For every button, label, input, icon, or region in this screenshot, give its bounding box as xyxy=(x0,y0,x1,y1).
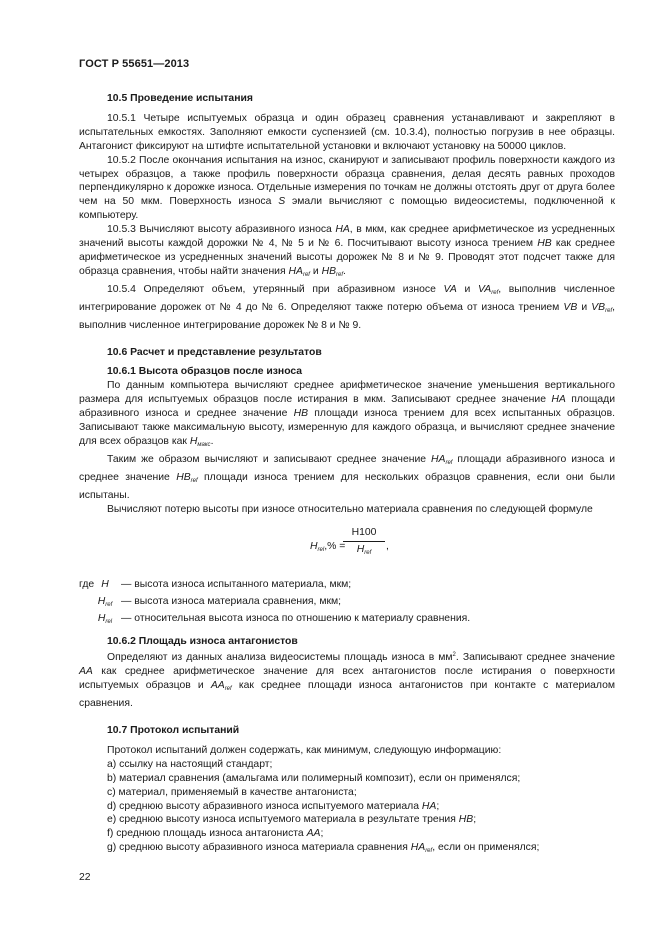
paragraph-10-6-2: Определяют из данных анализа видеосистемы площадь износа в $мм^2$. Записывают среднее значение AA как среднее арифметическое значение для всех антагонистов после истирания о поверхности испытуемых образцов и $AA_{ref}$ как среднее площади износа антагонистов при контакте с материалом сравнения. xyxy=(79,652,616,710)
section-10-6-title: 10.6 Расчет и представление результатов xyxy=(107,346,322,358)
formula-denominator: $H_{ref}$ xyxy=(356,544,372,557)
section-10-5-title: 10.5 Проведение испытания xyxy=(107,93,253,104)
document-body xyxy=(79,92,615,859)
protocol-item-a: а) ссылку на настоящий стандарт; xyxy=(107,758,273,770)
protocol-item-e: e) среднюю высоту износа испытуемого материала в результате трения HB; xyxy=(107,814,477,826)
subsection-10-6-1-title: 10.6.1 Высота образцов после износа xyxy=(107,366,303,378)
page-number: 22 xyxy=(79,872,91,883)
paragraph-10-5-3: 10.5.3 Вычисляют высоту абразивного износа HA, в мкм, как среднее арифметическое из усредненных значений высоты каждой дорожки № 4, № 5 и № 6. Посчитывают высоту износа трением HB как среднее арифметическое из усредненных значений высоты дорожек № 8 и № 9. Проводят этот подсчет также для образца сравнения, чтобы найти значения $HA_{ref}$ и $HB_{ref}$. xyxy=(79,224,616,278)
legend-row: где H — высота износа испытанного материала, мкм; xyxy=(79,579,352,591)
paragraph-10-6-1-a: По данным компьютера вычисляют среднее арифметическое значение уменьшения вертикального размера для испытуемых образцов после истирания в мкм. Записывают среднее значение HA площади абразивного износа и среднее значение HB площади износа трением для всех испытанных образцов. Записывают также максимальную высоту, измеренную для каждого образца, и вычисляют среднее значение для всех образцов как $H_{макс}$. xyxy=(79,380,616,448)
legend-row: $H_{rel}$ — относительная высота износа по отношению к материалу сравнения. xyxy=(97,613,471,626)
legend-row: $H_{ref}$ — высота износа материала сравнения, мкм; xyxy=(97,596,342,609)
protocol-intro: Протокол испытаний должен содержать, как минимум, следующую информацию: xyxy=(107,744,502,756)
protocol-item-c: c) материал, применяемый в качестве антагониста; xyxy=(107,786,357,798)
document-header: ГОСТ Р 55651—2013 xyxy=(79,58,190,70)
protocol-item-g: g) среднюю высоту абразивного износа материала сравнения $HA_{ref}$, если он применялся; xyxy=(107,842,540,855)
formula-legend xyxy=(79,578,615,629)
protocol-item-d: d) среднюю высоту абразивного износа испытуемого материала HA; xyxy=(107,800,440,812)
paragraph-10-6-1-c: Вычисляют потерю высоты при износе относительно материала сравнения по следующей формуле xyxy=(107,503,593,515)
paragraph-10-6-1-b: Таким же образом вычисляют и записывают среднее значение $HA_{ref}$ площади абразивного износа и среднее значение $HB_{ref}$ площади износа трением для нескольких образцов сравнения, если они были испытаны. xyxy=(79,453,616,501)
paragraph-10-5-4: 10.5.4 Определяют объем, утерянный при абразивном износе VA и $VA_{ref}$, выполнив численное интегрирование дорожек от № 4 до № 6. Определяют также потерю объема от износа трением VB и $VB_{ref}$, выполнив численное интегрирование дорожек № 8 и № 9. xyxy=(79,283,616,331)
protocol-item-f: f) среднюю площадь износа антагониста AA; xyxy=(107,828,324,840)
formula-numerator: H100 xyxy=(343,526,385,542)
formula-lhs: $H_{rel},\%$ = xyxy=(310,541,346,554)
formula-relative-height xyxy=(79,526,615,566)
protocol-item-b: b) материал сравнения (амальгама или полимерный композит), если он применялся; xyxy=(107,772,521,784)
paragraph-10-5-2: 10.5.2 После окончания испытания на износ, сканируют и записывают профиль поверхности каждого из четырех образцов, а также профиль поверхности образца сравнения, делая десять равных проходов перпендикулярно к дорожке износа. Отдельные измерения по точкам не должны отстоять друг от друга более чем на 50 мкм. Поверхность износа S эмали вычисляют с помощью видеосистемы, подключенной к компьютеру. xyxy=(79,154,615,222)
formula-fraction xyxy=(343,526,385,561)
formula-end: , xyxy=(386,541,389,553)
section-10-7-title: 10.7 Протокол испытаний xyxy=(107,725,240,736)
paragraph-10-5-1: 10.5.1 Четыре испытуемых образца и один образец сравнения устанавливают и закрепляют в испытательных емкостях. Заполняют емкости суспензией (см. 10.3.4), полностью погрузив в нее образцы. Антагонист фиксируют на штифте испытательной установки и включают установку на 50000 циклов. xyxy=(79,112,615,152)
subsection-10-6-2-title: 10.6.2 Площадь износа антагонистов xyxy=(107,636,298,648)
